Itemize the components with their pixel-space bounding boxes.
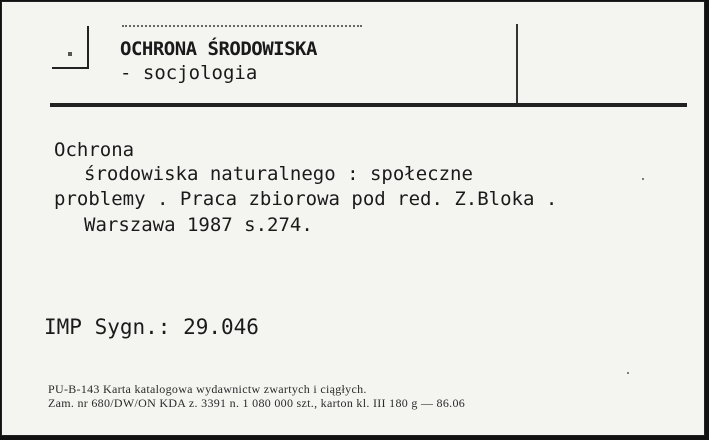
footer-line-1: PU-B-143 Karta katalogowa wydawnictw zwartych i ciągłych. [48,382,367,396]
header-mark-horizontal [52,67,89,69]
header-mark-vertical [87,26,89,68]
entry-line-2: środowiska naturalnego : społeczne [84,163,473,185]
column-divider [516,24,518,106]
subject-subheading: - socjologia [120,62,258,84]
call-number: IMP Sygn.: 29.046 [44,315,259,339]
footer-line-2: Zam. nr 680/DW/ON KDA z. 3391 n. 1 080 000 szt., karton kl. III 180 g — 86.06 [48,396,466,410]
paper-speck [642,178,644,180]
header-tick [68,52,72,56]
entry-line-4: Warszawa 1987 s.274. [84,214,313,236]
entry-line-3: problemy . Praca zbiorowa pod red. Z.Bloka . [54,188,558,210]
header-dotted-line [122,25,362,27]
paper-speck [627,372,629,374]
subject-heading: OCHRONA ŚRODOWISKA [120,38,317,60]
header-rule [50,103,687,107]
entry-line-1: Ochrona [54,139,135,161]
catalog-card [1,1,705,436]
